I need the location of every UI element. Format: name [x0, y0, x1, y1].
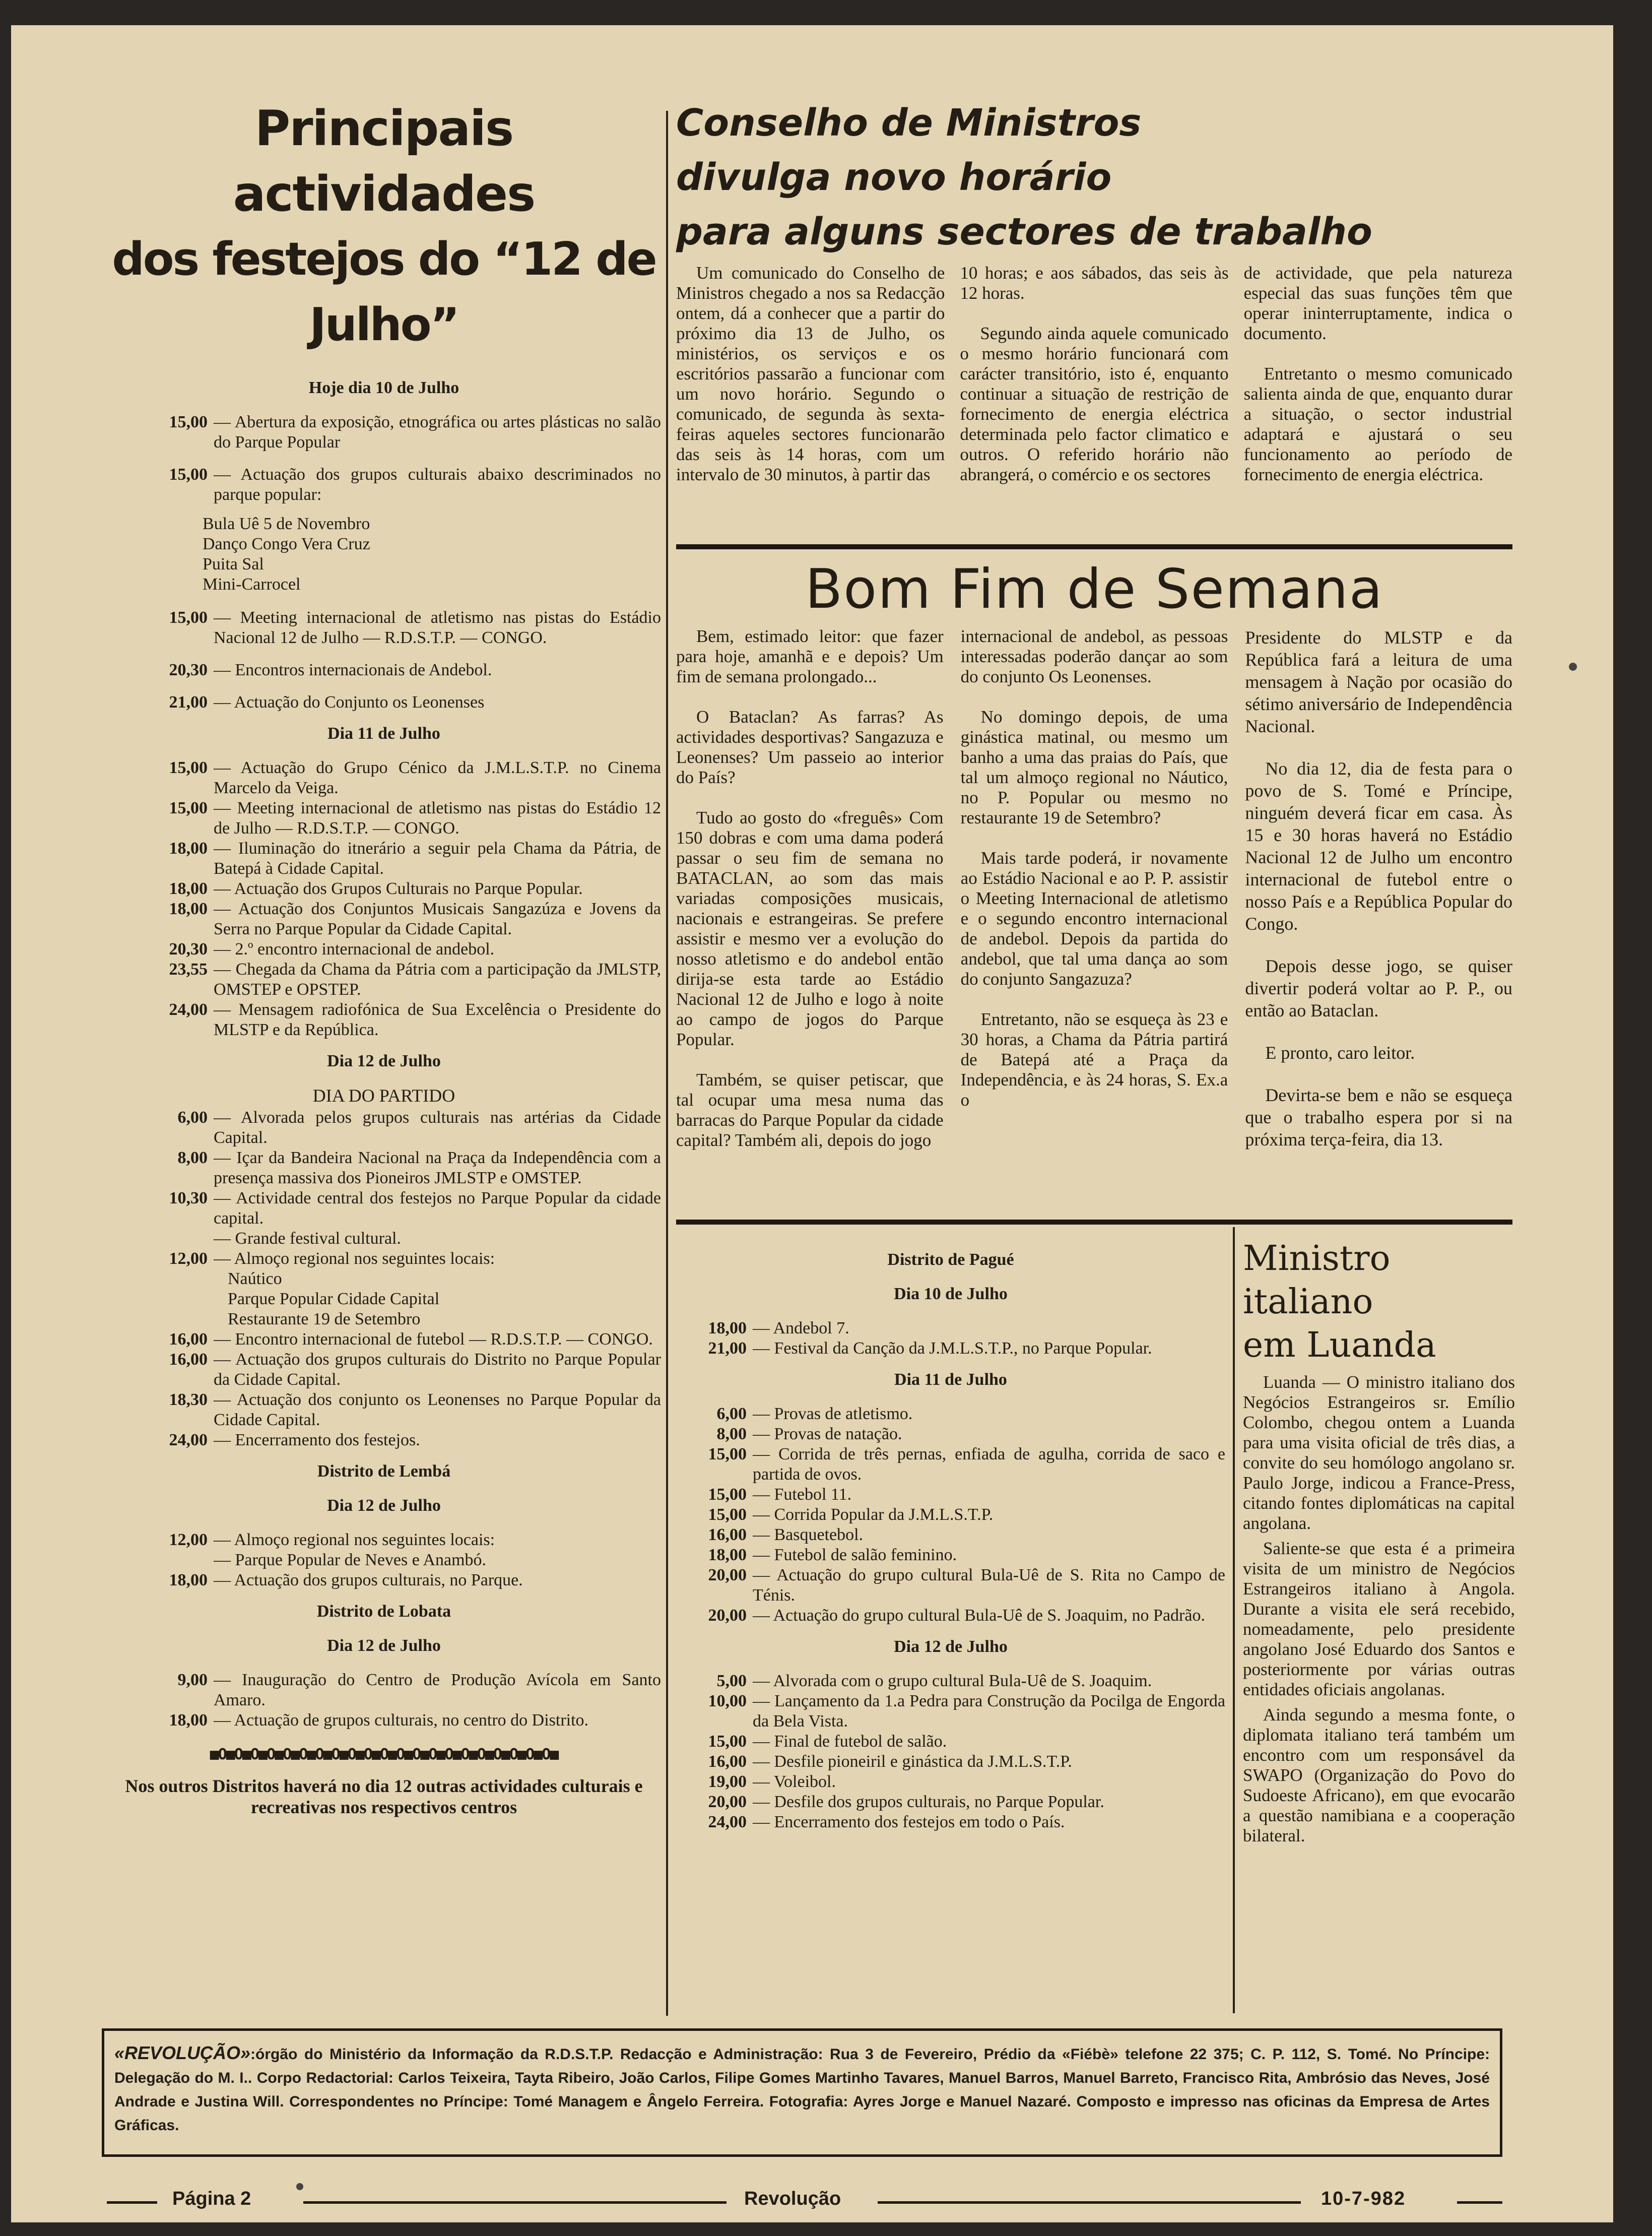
paragraph: internacional de andebol, as pessoas interessadas poderão dançar ao som do conjunto Os Leonenses. — [960, 626, 1228, 686]
bom-col-3 — [1245, 626, 1512, 1171]
schedule-row: 18,00 — Actuação dos grupos culturais, no Parque. — [107, 1570, 661, 1590]
festejos-title-line-2: dos festejos do “12 de Julho” — [112, 233, 656, 351]
list-item: Parque Popular Cidade Capital — [228, 1290, 440, 1308]
schedule-row: 9,00 — Inauguração do Centro de Produção Avícola em Santo Amaro. — [107, 1670, 661, 1710]
ministro-title-line-3: em Luanda — [1243, 1325, 1436, 1365]
schedule-row: 21,00 — Actuação do Conjunto os Leonenses — [107, 692, 661, 713]
newspaper-page — [11, 25, 1613, 2222]
closing-note: Nos outros Distritos haverá no dia 12 outras actividades culturais e recreativas nos respectivos centros — [125, 1776, 643, 1817]
binding-hole — [296, 2183, 303, 2190]
schedule-row: 18,00 — Actuação dos Grupos Culturais no Parque Popular. — [107, 879, 661, 899]
paragraph: Luanda — O ministro italiano dos Negócios Estrangeiros sr. Emílio Colombo, chegou ontem a Luanda para uma visita oficial de três dias, a convite do seu homólogo angolano sr. Paulo Jorge, indicou a France-Press, citando fontes diplomáticas na capital angolana. — [1243, 1372, 1515, 1533]
conselho-title-line-3: para alguns sectores de trabalho — [676, 210, 1372, 253]
schedule-row: 10,30 — Actividade central dos festejos no Parque Popular da cidade capital. — [107, 1188, 661, 1229]
district-lobata-heading: Distrito de Lobata — [316, 1602, 451, 1621]
schedule-row: 15,00 — Abertura da exposição, etnográfica ou artes plásticas no salão do Parque Popular — [107, 412, 661, 453]
schedule-row: 18,00 — Andebol 7. — [676, 1318, 1225, 1338]
paragraph: Saliente-se que esta é a primeira visita de um ministro de Negócios Estrangeiros italiano à Angola. Durante a visita ele será recebido, nomeadamente, pelo presidente angolano José Eduardo dos Santos e posteriormente por várias outras entidades oficiais angolanas. — [1243, 1539, 1515, 1699]
bom-body — [676, 626, 1512, 1171]
paragraph: Segundo ainda aquele comunicado o mesmo horário funcionará com carácter transitório, isto é, enquanto continuar a situação de restrição de fornecimento de energia eléctrica determinada pelo factor climatico e outros. O referido horário não abrangerá, o comércio e os sectores — [960, 324, 1229, 484]
day-heading-10: Hoje dia 10 de Julho — [308, 378, 459, 397]
schedule-row: 18,30 — Actuação dos conjunto os Leonenses no Parque Popular da Cidade Capital. — [107, 1390, 661, 1430]
paragraph: Entretanto o mesmo comunicado salienta ainda de que, enquanto durar a situação, o sector industrial adaptará e ajustará o seu funcionamento ao período de fornecimento de energia eléctrica. — [1243, 364, 1512, 484]
festejos-title-line-1: Principais actividades — [233, 100, 535, 222]
list-item: Naútico — [228, 1269, 282, 1288]
list-item: Restaurante 19 de Setembro — [228, 1310, 421, 1328]
schedule-row: 10,00 — Lançamento da 1.a Pedra para Construção da Pocilga de Engorda da Bela Vista. — [676, 1691, 1225, 1732]
schedule-row: 6,00 — Alvorada pelos grupos culturais nas artérias da Cidade Capital. — [107, 1108, 661, 1148]
conselho-col-1 — [676, 263, 945, 505]
schedule-row: — Parque Popular de Neves e Anambó. — [107, 1550, 661, 1570]
ornament-divider: ■O■O■O■O■O■O■O■O■O■O■O■O■O■O■O■O■O■O■O■O■O■ — [210, 1746, 558, 1763]
page-number: Página 2 — [172, 2188, 251, 2209]
paragraph: Mais tarde poderá, ir novamente ao Estádio Nacional e ao P. P. assistir o Meeting Internacional de atletismo e o segundo encontro internacional de andebol. Depois da partida do andebol, que tal uma dança ao som do conjunto Sangazuza? — [960, 848, 1228, 989]
paragraph: Entretanto, não se esqueça às 23 e 30 horas, a Chama da Pátria partirá de Batepá até a Praça da Independência, e às 24 horas, S. Ex.a o — [960, 1009, 1228, 1110]
festejos-article — [107, 96, 661, 1818]
folio-rule — [1457, 2201, 1502, 2204]
bom-col-1 — [676, 626, 944, 1171]
schedule-row: 18,00 — Futebol de salão feminino. — [676, 1545, 1225, 1565]
paragraph: O Bataclan? As farras? As actividades desportivas? Sangazuza e Leonenses? Um passeio ao interior do País? — [676, 707, 944, 787]
issue-date: 10-7-982 — [1321, 2188, 1406, 2209]
day-heading-lobata: Dia 12 de Julho — [327, 1636, 441, 1655]
schedule-row: 16,00 — Encontro internacional de futebol — R.D.S.T.P. — CONGO. — [107, 1329, 661, 1350]
pague-schedule — [676, 1250, 1225, 1832]
schedule-row: 20,30 — Encontros internacionais de Andebol. — [107, 660, 661, 680]
schedule-row: 18,00 — Actuação de grupos culturais, no centro do Distrito. — [107, 1710, 661, 1731]
paragraph: No domingo depois, de uma ginástica matinal, ou mesmo um banho a uma das praias do País, que tal um almoço regional no Náutico, no P. Popular ou mesmo no restaurante 19 de Setembro? — [960, 707, 1228, 827]
bom-col-2 — [961, 626, 1228, 1171]
schedule-row: 15,00 — Actuação dos grupos culturais abaixo descriminados no parque popular: — [107, 465, 661, 505]
day-heading-10: Dia 10 de Julho — [894, 1285, 1008, 1303]
masthead-text: :órgão do Ministério da Informação da R.D.S.T.P. Redacção e Administração: Rua 3 de Fevereiro, Prédio da «Fiébè» telefone 22 375; C. P. 112, S. Tomé. No Príncipe: Delegação do M. I.. Corpo Redactorial: Carlos Teixeira, Tayta Ribeiro, João Carlos, Filipe Gomes Martinho Tavares, Manuel Barros, Manuel Barreto, Francisco Rita, Ambrósio das Neves, José Andrade e Justina Will. Correspondentes no Príncipe: Tomé Managem e Ângelo Ferreira. Fotografia: Ayres Jorge e Manuel Nazaré. Composto e impresso nas oficinas da Empresa de Artes Gráficas. — [114, 2046, 1490, 2134]
schedule-row: 8,00 — Provas de natação. — [676, 1424, 1225, 1444]
paragraph: 10 horas; e aos sábados, das seis às 12 horas. — [960, 263, 1229, 303]
list-item: Bula Uê 5 de Novembro — [203, 515, 370, 533]
newspaper-name: Revolução — [744, 2188, 841, 2209]
masthead-name: «REVOLUÇÃO» — [114, 2042, 251, 2063]
schedule-row: 15,00 — Futebol 11. — [676, 1485, 1225, 1505]
schedule-row: 18,00 — Iluminação do itnerário a seguir pela Chama da Pátria, de Batepá à Cidade Capital. — [107, 839, 661, 879]
paragraph: de actividade, que pela natureza especial das suas funções têm que operar ininterruptamente, indica o documento. — [1243, 263, 1512, 343]
list-item: Mini-Carrocel — [203, 575, 301, 594]
schedule-row: 20,00 — Actuação do grupo cultural Bula-Uê de S. Joaquim, no Padrão. — [676, 1606, 1225, 1626]
schedule-row: — Grande festival cultural. — [107, 1229, 661, 1249]
schedule-row: 24,00 — Mensagem radiofónica de Sua Excelência o Presidente do MLSTP e da República. — [107, 1000, 661, 1040]
folio-rule — [107, 2201, 157, 2204]
list-item: Puita Sal — [203, 555, 264, 573]
schedule-row: 18,00 — Actuação dos Conjuntos Musicais Sangazúza e Jovens da Serra no Parque Popular da Cidade Capital. — [107, 899, 661, 939]
day-heading-12: Dia 12 de Julho — [894, 1637, 1008, 1656]
bom-fim-de-semana-title: Bom Fim de Semana — [805, 558, 1383, 621]
ministro-headline — [1243, 1237, 1515, 1367]
day-heading-11: Dia 11 de Julho — [894, 1370, 1007, 1389]
folio-rule — [878, 2201, 1301, 2204]
schedule-row: 15,00 — Meeting internacional de atletismo nas pistas do Estádio Nacional 12 de Julho — R.D.S.T.P. — CONGO. — [107, 608, 661, 648]
conselho-title-line-1: Conselho de Ministros — [676, 101, 1142, 145]
binding-hole — [1569, 663, 1577, 671]
conselho-col-2 — [960, 263, 1228, 505]
schedule-row: 15,00 — Final de futebol de salão. — [676, 1732, 1225, 1752]
schedule-row: 6,00 — Provas de atletismo. — [676, 1404, 1225, 1424]
paragraph: Ainda segundo a mesma fonte, o diplomata italiano terá também um encontro com um responsável da SWAPO (Organização do Povo do Sudoeste Africano), em que evocarão a questão namibiana e a cooperação bilateral. — [1243, 1705, 1515, 1845]
schedule-row: 19,00 — Voleibol. — [676, 1772, 1225, 1792]
schedule-row: 20,00 — Actuação do grupo cultural Bula-Uê de S. Rita no Campo de Ténis. — [676, 1565, 1225, 1606]
paragraph: Devirta-se bem e não se esqueça que o trabalho espera por si na próxima terça-feira, dia 13. — [1245, 1085, 1513, 1149]
paragraph: Depois desse jogo, se quiser divertir poderá voltar ao P. P., ou então ao Bataclan. — [1245, 956, 1513, 1020]
schedule-row: 16,00 — Desfile pioneiril e ginástica da J.M.L.S.T.P. — [676, 1752, 1225, 1772]
paragraph: Tudo ao gosto do «freguês» Com 150 dobras e com uma dama poderá passar o seu fim de semana no BATACLAN, ao som das mais variadas composições musicais, nacionais e estrangeiras. Se prefere assistir e mesmo ver a evolução do nosso atletismo e do andebol então dirija-se esta tarde ao Estádio Nacional 12 de Julho e logo à noite ao campo de jogos do Parque Popular. — [676, 808, 944, 1049]
schedule-row: 15,00 — Actuação do Grupo Cénico da J.M.L.S.T.P. no Cinema Marcelo da Veiga. — [107, 758, 661, 798]
district-pague-heading: Distrito de Pagué — [887, 1250, 1014, 1269]
day-heading-12: Dia 12 de Julho — [327, 1052, 441, 1070]
schedule-row: 20,00 — Desfile dos grupos culturais, no Parque Popular. — [676, 1792, 1225, 1812]
day-heading-11: Dia 11 de Julho — [327, 724, 440, 743]
schedule-row: 8,00 — Içar da Bandeira Nacional na Praça da Independência com a presença massiva dos Pioneiros JMLSTP e OMSTEP. — [107, 1148, 661, 1188]
list-item: Danço Congo Vera Cruz — [203, 535, 370, 553]
ministro-article — [1243, 1237, 1515, 1846]
column-rule — [666, 111, 668, 2016]
folio-rule — [303, 2201, 726, 2204]
section-rule — [676, 544, 1512, 549]
conselho-article — [676, 96, 1512, 505]
conselho-headline — [676, 96, 1512, 259]
column-rule — [1233, 1227, 1235, 2013]
district-lemba-heading: Distrito de Lembá — [317, 1462, 451, 1481]
schedule-row: 24,00 — Encerramento dos festejos. — [107, 1430, 661, 1450]
schedule-row: 20,30 — 2.º encontro internacional de andebol. — [107, 939, 661, 960]
conselho-title-line-2: divulga novo horário — [676, 156, 1112, 199]
conselho-body — [676, 263, 1512, 505]
schedule-row: 16,00 — Basquetebol. — [676, 1525, 1225, 1545]
conselho-col-3 — [1244, 263, 1512, 505]
schedule-row: 15,00 — Corrida Popular da J.M.L.S.T.P. — [676, 1505, 1225, 1525]
paragraph: Presidente do MLSTP e da República fará a leitura de uma mensagem à Nação por ocasião do sétimo aniversário de Independência Nacional. — [1245, 627, 1513, 736]
paragraph: Também, se quiser petiscar, que tal ocupar uma mesa numa das barracas do Parque Popular da cidade capital? Também ali, depois do jogo — [676, 1070, 944, 1150]
schedule-row: 5,00 — Alvorada com o grupo cultural Bula-Uê de S. Joaquim. — [676, 1671, 1225, 1691]
schedule-row: 24,00 — Encerramento dos festejos em todo o País. — [676, 1812, 1225, 1832]
day-heading-lemba: Dia 12 de Julho — [327, 1496, 441, 1515]
schedule-row: 15,00 — Meeting internacional de atletismo nas pistas do Estádio 12 de Julho — R.D.S.T.P. — CONGO. — [107, 798, 661, 839]
lunch-places-list — [107, 1269, 661, 1329]
schedule-row: 21,00 — Festival da Canção da J.M.L.S.T.P., no Parque Popular. — [676, 1338, 1225, 1359]
paragraph: Bem, estimado leitor: que fazer para hoje, amanhã e e depois? Um fim de semana prolongado... — [676, 626, 944, 686]
schedule-row: 23,55 — Chegada da Chama da Pátria com a participação da JMLSTP, OMSTEP e OPSTEP. — [107, 960, 661, 1000]
schedule-row: 12,00 — Almoço regional nos seguintes locais: — [107, 1249, 661, 1269]
schedule-row: 16,00 — Actuação dos grupos culturais do Distrito no Parque Popular da Cidade Capital. — [107, 1350, 661, 1390]
ministro-title-line-2: italiano — [1243, 1282, 1373, 1322]
schedule-row: 12,00 — Almoço regional nos seguintes locais: — [107, 1530, 661, 1550]
schedule-capital — [107, 378, 661, 1731]
ministro-title-line-1: Ministro — [1243, 1239, 1391, 1279]
paragraph: E pronto, caro leitor. — [1265, 1043, 1415, 1063]
paragraph: Um comunicado do Conselho de Ministros chegado a nos sa Redacção ontem, dá a conhecer que a partir do próximo dia 13 de Julho, os ministérios, os serviços e os escritórios passarão a funcionar com um novo horário. Segundo o comunicado, de segunda às sexta-feiras aqueles sectores funcionarão das seis às 14 horas, com um intervalo de 30 minutos, à partir das — [676, 263, 945, 484]
section-rule — [676, 1220, 1512, 1225]
bom-fim-de-semana-article — [676, 557, 1512, 1171]
schedule-row: 15,00 — Corrida de três pernas, enfiada de agulha, corrida de saco e partida de ovos. — [676, 1444, 1225, 1485]
masthead-box — [102, 2028, 1502, 2157]
paragraph: No dia 12, dia de festa para o povo de S. Tomé e Príncipe, ninguém deverá ficar em casa. Às 15 e 30 horas haverá no Estádio Nacional 12 de Julho um encontro internacional de futebol entre o nosso País e a República Popular do Congo. — [1245, 758, 1513, 934]
dia-do-partido: DIA DO PARTIDO — [312, 1085, 455, 1106]
cultural-groups-list — [107, 514, 661, 595]
